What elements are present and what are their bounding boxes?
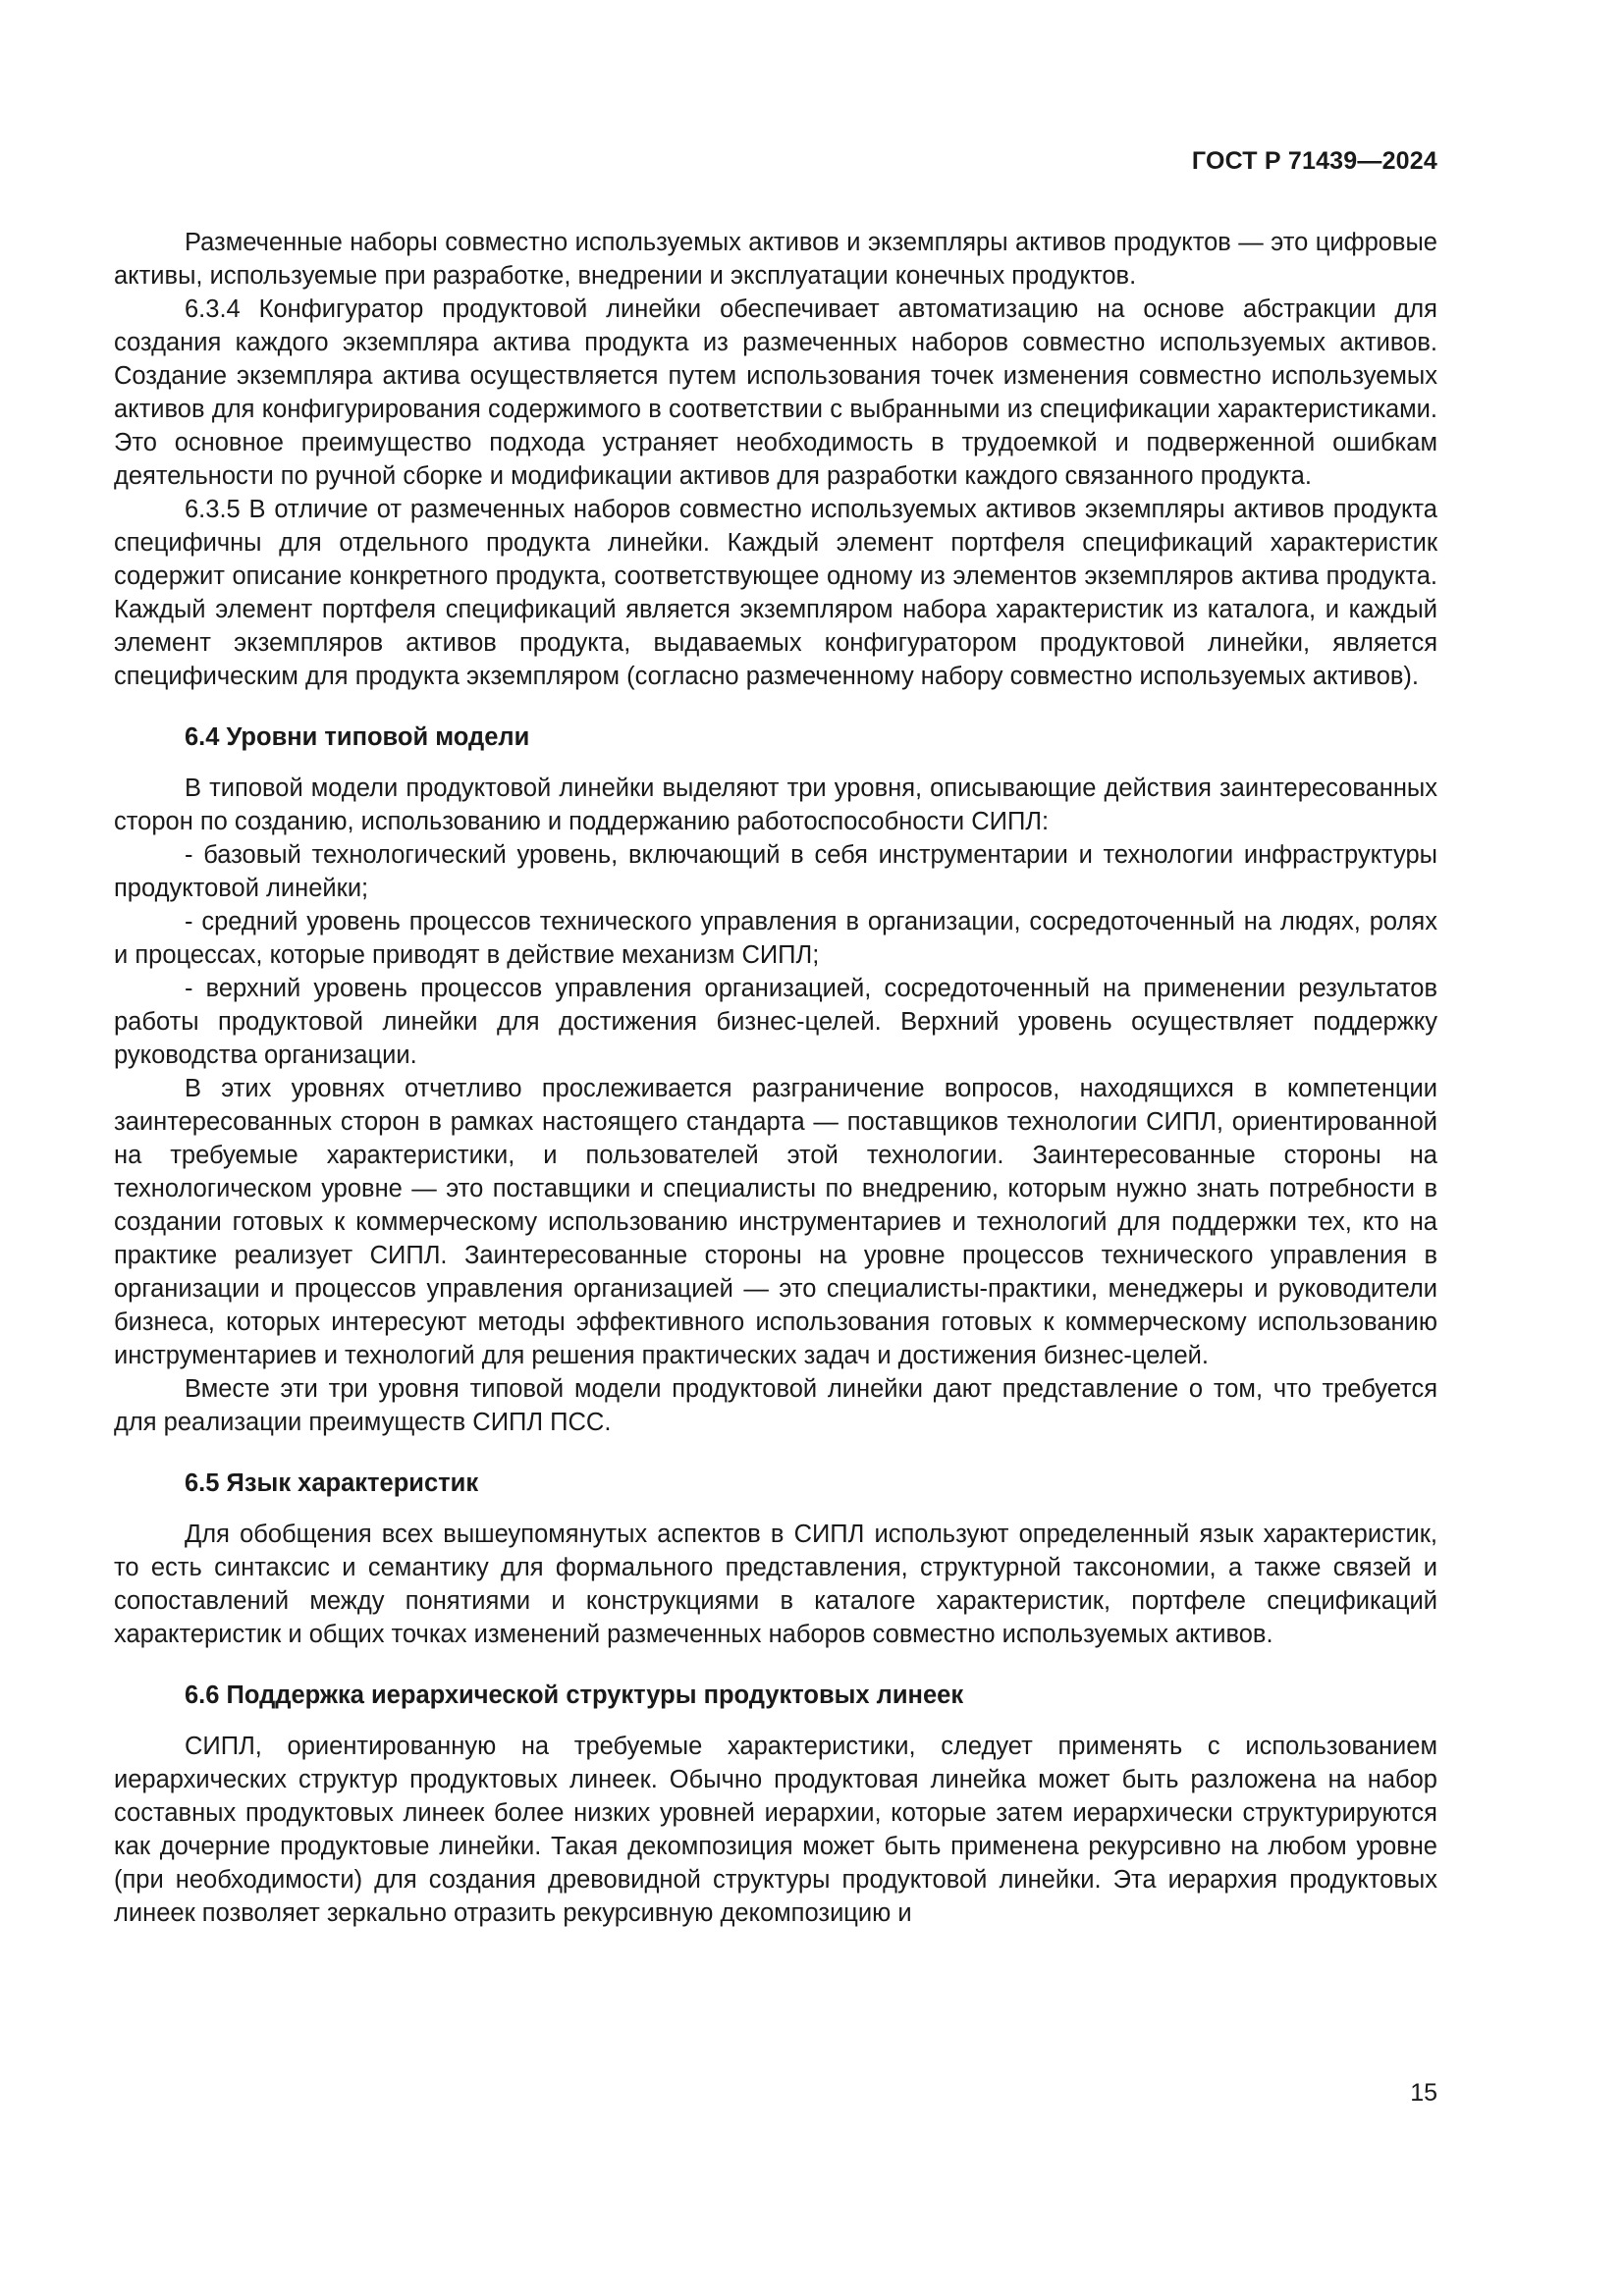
list-item: - базовый технологический уровень, включающий в себя инструментарии и технологии инфраструктуры продуктовой линейки; <box>114 841 1437 902</box>
paragraph: В этих уровнях отчетливо прослеживается разграничение вопросов, находящихся в компетенции заинтересованных сторон в рамках настоящего стандарта — поставщиков технологии СИПЛ, ориентированной на требуемые характеристики, и пользователей этой технологии. Заинтересованные стороны на технологическом уровне — это поставщики и специалисты по внедрению, которым нужно знать потребности в создании готовых к коммерческому использованию инструментариев и технологий для поддержки тех, кто на практике реализует СИПЛ. Заинтересованные стороны на уровне процессов технического управления в организации и процессов управления организацией — это специалисты-практики, менеджеры и руководители бизнеса, которых интересуют методы эффективного использования готовых к коммерческому использованию инструментариев и технологий для решения практических задач и достижения бизнес-целей. <box>114 1075 1437 1369</box>
paragraph: Размеченные наборы совместно используемых активов и экземпляры активов продуктов — это цифровые активы, используемые при разработке, внедрении и эксплуатации конечных продуктов. <box>114 229 1437 290</box>
paragraph: В типовой модели продуктовой линейки выделяют три уровня, описывающие действия заинтересованных сторон по созданию, использованию и поддержанию работоспособности СИПЛ: <box>114 774 1437 835</box>
list-item: - верхний уровень процессов управления организацией, сосредоточенный на применении результатов работы продуктовой линейки для достижения бизнес-целей. Верхний уровень осуществляет поддержку руководства организации. <box>114 975 1437 1069</box>
section-heading-6-6: 6.6 Поддержка иерархической структуры продуктовых линеек <box>185 1682 964 1709</box>
paragraph: 6.3.4 Конфигуратор продуктовой линейки обеспечивает автоматизацию на основе абстракции для создания каждого экземпляра актива продукта из размеченных наборов совместно используемых активов. Создание экземпляра актива осуществляется путем использования точек изменения совместно используемых активов для конфигурирования содержимого в соответствии с выбранными из спецификации характеристиками. Это основное преимущество подхода устраняет необходимость в трудоемкой и подверженной ошибкам деятельности по ручной сборке и модификации активов для разработки каждого связанного продукта. <box>114 295 1437 490</box>
section-heading-6-5: 6.5 Язык характеристик <box>185 1469 479 1497</box>
list-item: - средний уровень процессов технического управления в организации, сосредоточенный на людях, ролях и процессах, которые приводят в действие механизм СИПЛ; <box>114 908 1437 969</box>
paragraph: 6.3.5 В отличие от размеченных наборов совместно используемых активов экземпляры активов продукта специфичны для отдельного продукта линейки. Каждый элемент портфеля спецификаций характеристик содержит описание конкретного продукта, соответствующее одному из элементов экземпляров актива продукта. Каждый элемент портфеля спецификаций является экземпляром набора характеристик из каталога, и каждый элемент экземпляров активов продукта, выдаваемых конфигуратором продуктовой линейки, является специфическим для продукта экземпляром (согласно размеченному набору совместно используемых активов). <box>114 496 1437 690</box>
paragraph: Для обобщения всех вышеупомянутых аспектов в СИПЛ используют определенный язык характеристик, то есть синтаксис и семантику для формального представления, структурной таксономии, а также связей и сопоставлений между понятиями и конструкциями в каталоге характеристик, портфеле спецификаций характеристик и общих точках изменений размеченных наборов совместно используемых активов. <box>114 1521 1437 1648</box>
document-body <box>114 226 1437 1930</box>
page-number: 15 <box>1410 2079 1437 2107</box>
paragraph: СИПЛ, ориентированную на требуемые характеристики, следует применять с использованием иерархических структур продуктовых линеек. Обычно продуктовая линейка может быть разложена на набор составных продуктовых линеек более низких уровней иерархии, которые затем иерархически структурируются как дочерние продуктовые линейки. Такая декомпозиция может быть применена рекурсивно на любом уровне (при необходимости) для создания древовидной структуры продуктовой линейки. Эта иерархия продуктовых линеек позволяет зеркально отразить рекурсивную декомпозицию и <box>114 1733 1437 1927</box>
section-heading-6-4: 6.4 Уровни типовой модели <box>185 723 530 751</box>
standard-code-header: ГОСТ Р 71439—2024 <box>1191 147 1437 175</box>
paragraph: Вместе эти три уровня типовой модели продуктовой линейки дают представление о том, что требуется для реализации преимуществ СИПЛ ПСС. <box>114 1375 1437 1436</box>
